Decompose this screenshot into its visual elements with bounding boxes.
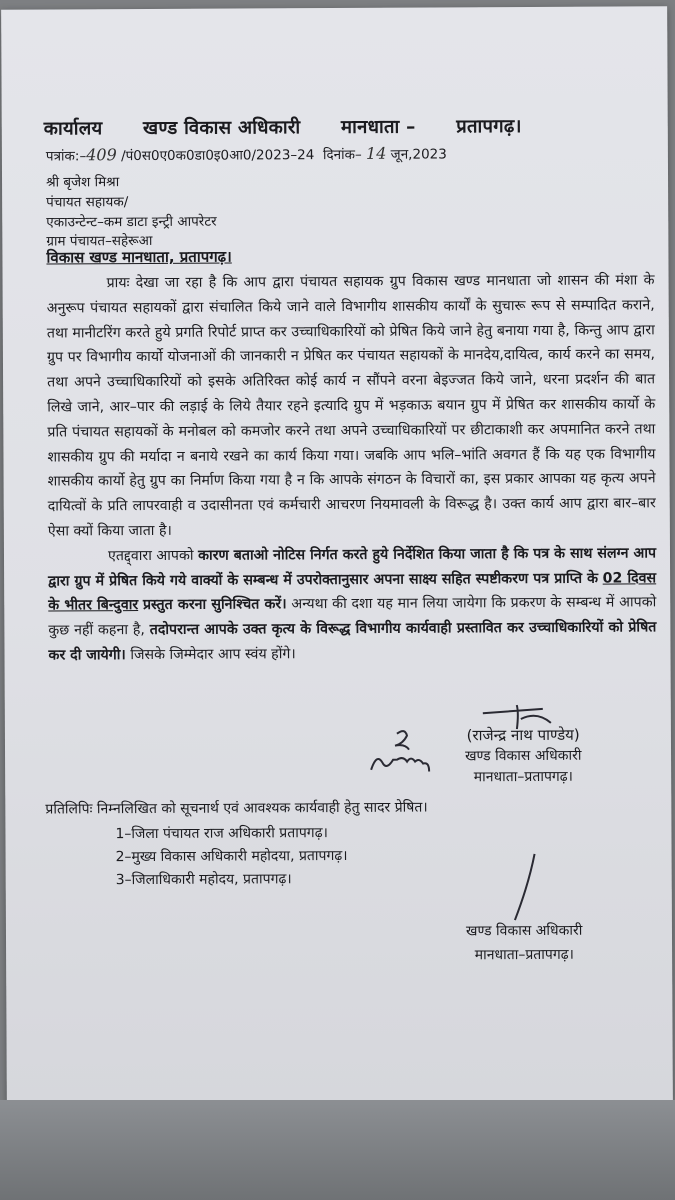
ref-label: पत्रांक:– — [45, 148, 87, 165]
p2-b: कारण बताओ नोटिस निर्गत करते हुये निर्देशित किया जाता है कि पत्र के साथ संलग्न आप द्वारा ग्रुप में प्रेषित किये गये वाक्यों के सम्बन्ध में उपरोक्तानुसार अपना साक्ष्य सहित स्पष्टीकरण पत्र प्राप्ति के — [48, 545, 657, 590]
recipient-block: विकास खण्ड मानधाता, प्रतापगढ़। — [46, 247, 232, 267]
signatory2-title: खण्ड विकास अधिकारी — [465, 922, 583, 940]
p2-e: अन्यथा की दशा यह मान लिया जायेगा कि प्रकरण के सम्बन्ध में आपको कुछ नहीं कहना है, — [48, 594, 657, 639]
ref-number: 409 — [86, 145, 117, 165]
copy-item: 3–जिलाधिकारी महोदय, प्रतापगढ़। — [115, 871, 292, 889]
letter-page — [1, 6, 673, 1103]
signatory-place: मानधाता–प्रतापगढ़। — [473, 768, 574, 786]
office-label: कार्यालय — [43, 118, 103, 140]
designation: खण्ड विकास अधिकारी — [142, 117, 301, 140]
copy-intro: प्रतिलिपिः निम्नलिखित को सूचनार्थ एवं आवश्यक कार्यवाही हेतु सादर प्रेषित। — [45, 799, 428, 818]
recipient-role2: एकाउन्टेन्ट–कम डाटा इन्ट्री आपरेटर — [46, 213, 217, 231]
recipient-name: श्री बृजेश मिश्रा — [46, 174, 120, 191]
place: मानधाता – — [340, 116, 416, 138]
p2-g: जिसके जिम्मेदार आप स्वंय होंगे। — [130, 646, 296, 664]
p2-d: प्रस्तुत करना सुनिश्चित करें। — [142, 596, 287, 614]
ref-code: /पं0स0ए0क0डा0इ0आ0/2023–24 — [121, 147, 315, 165]
copy-item: 2–मुख्य विकास अधिकारी महोदया, प्रतापगढ़। — [115, 847, 348, 866]
letterhead — [44, 113, 522, 141]
recipient-role: पंचायत सहायक/ — [46, 194, 129, 211]
signature-stroke-icon — [511, 852, 541, 922]
signatory2-place: मानधाता–प्रतापगढ़। — [474, 946, 574, 964]
date-rest: जून,2023 — [390, 146, 447, 163]
reference-line — [46, 143, 447, 164]
date-label: दिनांक– — [322, 146, 362, 164]
p2-f: तदोपरान्त आपके उक्त कृत्य के विरूद्ध विभागीय कार्यवाही प्रस्तावित कर उच्चाधिकारियों को प्रेषित कर दी जायेगी। — [48, 619, 657, 664]
recipient-village: ग्राम पंचायत–सहेरूआ — [46, 232, 153, 250]
p2-a: एतद्द्वारा आपको — [107, 547, 194, 564]
paragraph-1: प्रायः देखा जा रहा है कि आप द्वारा पंचायत सहायक ग्रुप विकास खण्ड मानधाता जो शासन की मंशा के अनुरूप पंचायत सहायकों द्वारा संचालित किये जाने वाले विभागीय शासकीय कार्यों के सुचारू रूप से सम्पादित कराने, तथा मानीटरिंग करते हुये प्रगति रिपोर्ट प्राप्त कर उच्चाधिकारियों को प्रेषित किये जाने हेतु बनाया गया है, किन्तु आप द्वारा ग्रुप पर विभागीय कार्यो योजनाओं की जानकारी न प्रेषित कर पंचायत सहायकों के मानदेय,दायित्व, कार्य करने का समय, तथा अपने उच्चाधिकारियों को इसके अतिरिक्त कोई कार्य न सौंपने वरना बेइज्जत किये जाने, धरना प्रदर्शन की बात लिखे जाने, आर–पार की लड़ाई के लिये तैयार रहने इत्यादि ग्रुप में भड़काऊ बयान ग्रुप में प्रेषित कर शासकीय कार्यो के प्रति पंचायत सहायकों के मनोबल को कमजोर करने तथा अपने उच्चाधिकारियों पर छीटाकाशी कर अपमानित करने तथा शासकीय ग्रुप की मर्यादा न बनाये रखने का कार्य किया गया। जबकि आप भलि–भांति अवगत हैं कि यह एक विभागीय शासकीय कार्यो हेतु ग्रुप का निर्माण किया गया है न कि आपके संगठन के विचारों का, इस प्रकार आपका यह कृत्य अपने दायित्वों के प्रति लापरवाही व उदासीनता एवं कर्मचारी आचरण नियमावली के विरूद्ध है। उक्त कार्य आप द्वारा बार–बार ऐसा क्यों किया जाता है। — [46, 272, 656, 540]
table-surface — [0, 1100, 675, 1200]
paragraph-2 — [48, 541, 657, 668]
signatory-title: खण्ड विकास अधिकारी — [465, 747, 582, 765]
district: प्रतापगढ़। — [456, 116, 522, 138]
signatory2-block — [466, 919, 583, 968]
copy-item: 1–जिला पंचायत राज अधिकारी प्रतापगढ़। — [115, 825, 328, 843]
signatory-name: (राजेन्द्र नाथ पाण्डेय) — [466, 725, 580, 745]
date-day: 14 — [365, 143, 387, 163]
initials-signature-icon — [367, 725, 447, 775]
p2-c: 02 दिवस के भीतर बिन्दुवार — [48, 569, 657, 614]
letter-body — [47, 268, 657, 668]
signatory-block — [465, 725, 582, 789]
